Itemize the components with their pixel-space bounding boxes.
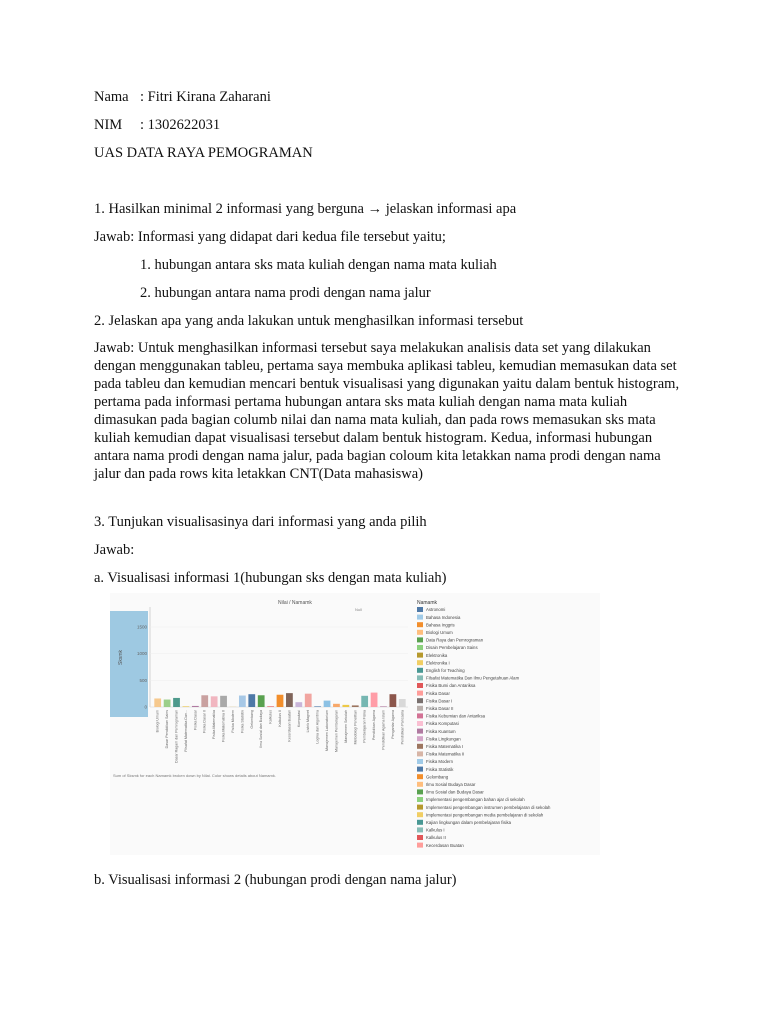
x-tick-label: Gelombang <box>249 710 254 729</box>
legend-label: Fisika Bumi dan Antariksa <box>426 683 476 689</box>
x-tick-label: Fisika Modern <box>230 710 235 733</box>
legend-label: Disain Pembelajaran Sains <box>426 645 478 651</box>
legend-label: Bahasa Indonesia <box>426 614 461 620</box>
legend-label: Fisika Komputasi <box>426 721 459 727</box>
bar <box>258 695 265 707</box>
bar <box>324 701 331 707</box>
bar <box>352 705 359 707</box>
answer-1-item-2: 2. hubungan antara nama prodi dengan nama jalur <box>140 285 431 301</box>
legend-label: Elektronika <box>426 652 448 658</box>
legend-label: Bahasa Inggris <box>426 622 455 628</box>
legend-swatch <box>417 660 423 665</box>
bar <box>342 705 349 707</box>
y-tick-label: 500 <box>139 677 147 683</box>
x-tick-label: Ilmu Sosial dan Budaya <box>259 710 264 748</box>
legend-label: Ilmu Sosial Budaya Dasar <box>426 782 476 787</box>
x-tick-label: Pendidikan Agama Islam <box>381 710 386 750</box>
legend-swatch <box>417 713 423 718</box>
bar <box>305 694 312 707</box>
legend-swatch <box>417 843 423 848</box>
bar <box>277 695 284 707</box>
bar <box>267 706 274 707</box>
bar <box>239 696 246 707</box>
legend-label: Gelombang <box>426 774 449 780</box>
bar <box>211 696 218 707</box>
chart-svg <box>110 593 600 855</box>
bar <box>154 698 161 707</box>
y-tick-label: 1500 <box>136 624 147 630</box>
answer-1-item-1: 1. hubungan antara sks mata kuliah dengan nama mata kuliah <box>140 257 497 273</box>
legend-swatch <box>417 645 423 650</box>
legend-swatch <box>417 653 423 658</box>
legend-swatch <box>417 622 423 627</box>
legend-swatch <box>417 797 423 802</box>
legend-swatch <box>417 691 423 696</box>
bar <box>286 693 293 707</box>
chart-title: Nilai / Namamk <box>278 600 312 606</box>
x-tick-label: Biologi Umum <box>155 710 160 733</box>
legend-swatch <box>417 615 423 620</box>
legend-swatch <box>417 767 423 772</box>
x-tick-label: Kalkulus II <box>278 710 282 727</box>
legend-swatch <box>417 759 423 764</box>
legend-label: Implementasi pengembangan bahan ajar di sekolah <box>426 797 525 803</box>
bar <box>333 704 340 707</box>
legend-swatch <box>417 782 423 787</box>
legend-label: Fisika Statistik <box>426 766 454 772</box>
x-tick-label: Kecerdasan Buatan <box>287 710 292 742</box>
legend-swatch <box>417 820 423 825</box>
legend-label: Fisika Matematika II <box>426 751 465 757</box>
x-tick-label: Komputasi <box>296 710 301 727</box>
bar <box>173 698 180 707</box>
x-tick-label: Fisika Dasar <box>193 710 198 730</box>
legend-swatch <box>417 744 423 749</box>
x-tick-label: Filsafat Matematika Dan... <box>183 710 188 752</box>
bar <box>399 699 406 707</box>
bar <box>314 706 321 707</box>
bar <box>380 706 387 707</box>
legend-swatch <box>417 668 423 673</box>
legend-swatch <box>417 729 423 734</box>
bar <box>183 706 190 707</box>
legend-swatch <box>417 812 423 817</box>
y-axis-label: Sksmk <box>118 650 124 665</box>
legend-swatch <box>417 706 423 711</box>
x-tick-label: Manajemen Sekolah <box>343 710 348 743</box>
x-tick-label: Fisika Matematika II <box>221 710 226 742</box>
x-tick-label: Metodologi Penelitian <box>353 710 358 745</box>
x-tick-label: Manajemen Pembelajaran <box>334 710 339 752</box>
legend-swatch <box>417 774 423 779</box>
x-tick-label: Fisika Dasar II <box>202 710 207 733</box>
legend-swatch <box>417 630 423 635</box>
x-tick-label: Dasar Ragam dan Pemrograman <box>174 710 179 763</box>
bar <box>248 694 255 707</box>
legend-swatch <box>417 751 423 756</box>
bar <box>390 694 397 707</box>
y-tick-label: 0 <box>144 704 147 710</box>
student-nim-value: : 1302622031 <box>140 117 221 133</box>
legend-label: Filsafat Matematika Dan Ilmu Pengetahuan Alam <box>426 675 520 681</box>
legend-swatch <box>417 827 423 832</box>
y-tick-label: 1000 <box>136 651 147 657</box>
legend-label: Ilmu Sosial dan Budaya Dasar <box>426 789 484 795</box>
legend-label: Fisika Kuantum <box>426 728 456 734</box>
legend-label: Kecerdasan Buatan <box>426 842 464 848</box>
legend-swatch <box>417 721 423 726</box>
x-tick-label: Pengantar Agama <box>390 710 395 739</box>
legend-label: Elektronika I <box>426 660 450 666</box>
bar <box>201 695 208 707</box>
legend-label: Kajian lingkungan dalam pembelajaran fisika <box>426 820 512 825</box>
legend-label: Implementasi pengembangan instrumen pembelajaran di sekolah <box>426 804 551 810</box>
legend-label: Fisika Dasar II <box>426 706 454 711</box>
legend-label: Biologi Umum <box>426 630 453 635</box>
question-1: 1. Hasilkan minimal 2 informasi yang berguna → jelaskan informasi apa <box>94 201 517 217</box>
legend-label: Fisika Modern <box>426 759 453 765</box>
answer-1: Jawab: Informasi yang didapat dari kedua file tersebut yaitu; <box>94 229 446 245</box>
x-tick-label: Listrik Magnet <box>306 710 311 733</box>
legend-swatch <box>417 637 423 642</box>
legend-swatch <box>417 683 423 688</box>
course-title: UAS DATA RAYA PEMOGRAMAN <box>94 145 313 161</box>
legend-label: Astronomi <box>426 607 446 613</box>
bar <box>371 693 378 707</box>
x-tick-label: Manajemen Laboratorium <box>325 710 330 751</box>
x-tick-label: Pembelajaran Fisika <box>362 710 367 743</box>
bar <box>361 696 368 707</box>
legend-swatch <box>417 835 423 840</box>
bar <box>295 702 302 707</box>
answer-3: Jawab: <box>94 542 135 558</box>
legend-label: Fisika Kebumian dan Antariksa <box>426 713 485 719</box>
legend-label: Fisika Dasar <box>426 690 450 696</box>
legend-label: Implementasi pengembangan media pembelajaran di sekolah <box>426 812 544 818</box>
legend-swatch <box>417 698 423 703</box>
legend-label: Fisika Dasar I <box>426 698 453 704</box>
legend-swatch <box>417 805 423 810</box>
legend-swatch <box>417 789 423 794</box>
visualization-1-chart <box>110 593 600 855</box>
legend-swatch <box>417 675 423 680</box>
x-tick-label: Fisika Matematika <box>212 710 217 739</box>
chart-subtitle: Null <box>355 607 362 612</box>
legend-swatch <box>417 607 423 612</box>
x-tick-label: Logika dan Algoritma <box>315 710 320 744</box>
x-tick-label: Pendidikan Pancasila <box>400 710 405 745</box>
x-tick-label: Fisika Statistik <box>240 710 245 733</box>
bar <box>164 700 171 707</box>
visualization-a-label: a. Visualisasi informasi 1(hubungan sks dengan mata kuliah) <box>94 570 447 586</box>
legend-label: Kalkulus I <box>426 827 445 833</box>
bar <box>220 696 227 707</box>
x-tick-label: Dasar Pendidikan Sains <box>165 710 170 749</box>
answer-2: Jawab: Untuk menghasilkan informasi tersebut saya melakukan analisis data set yang dilakukan dengan menggunakan tableu, pertama saya membuka aplikasi tableu, kemudian memasukan data set pada tableu dan kemudian mencari bentuk visualisasi yang digunakan yaitu dalam bentuk histogram, pertama pada informasi pertama hubungan antara sks mata kuliah dengan nama mata kuliah dimasukan pada bagian columb nilai dan nama mata kuliah, dan pada rows memasukan sks mata kuliah kemudian dapat visualisasi tersebut dalam bentuk histogram. Kedua, informasi hubungan antara nama prodi dengan nama jalur, pada bagian coloum kita letakkan nama prodi dengan nama jalur dan pada rows kita letakkan CNT(Data mahasiswa) <box>94 340 680 482</box>
student-name-label: Nama <box>94 89 129 105</box>
legend-label: English for Teaching <box>426 668 465 673</box>
legend-label: Kalkulus II <box>426 835 446 841</box>
chart-footer: Sum of Sksmk for each Namamk broken down by Nilai. Color shows details about Namamk. <box>113 773 276 778</box>
bar <box>230 706 237 707</box>
legend-title: Namamk <box>417 600 438 606</box>
x-tick-label: Pendidikan Agama <box>372 710 377 740</box>
legend-label: Fisika Lingkungan <box>426 736 461 742</box>
legend-label: Fisika Matematika I <box>426 744 464 749</box>
x-tick-label: Kalkulus <box>268 710 273 724</box>
question-3: 3. Tunjukan visualisasinya dari informasi yang anda pilih <box>94 514 427 530</box>
legend-label: Data Raya dan Pemrograman <box>426 637 484 643</box>
student-nim-label: NIM <box>94 117 123 133</box>
question-2: 2. Jelaskan apa yang anda lakukan untuk menghasilkan informasi tersebut <box>94 313 524 329</box>
bar <box>192 706 199 707</box>
student-name-value: : Fitri Kirana Zaharani <box>140 89 271 105</box>
visualization-b-label: b. Visualisasi informasi 2 (hubungan prodi dengan nama jalur) <box>94 872 457 888</box>
legend-swatch <box>417 736 423 741</box>
